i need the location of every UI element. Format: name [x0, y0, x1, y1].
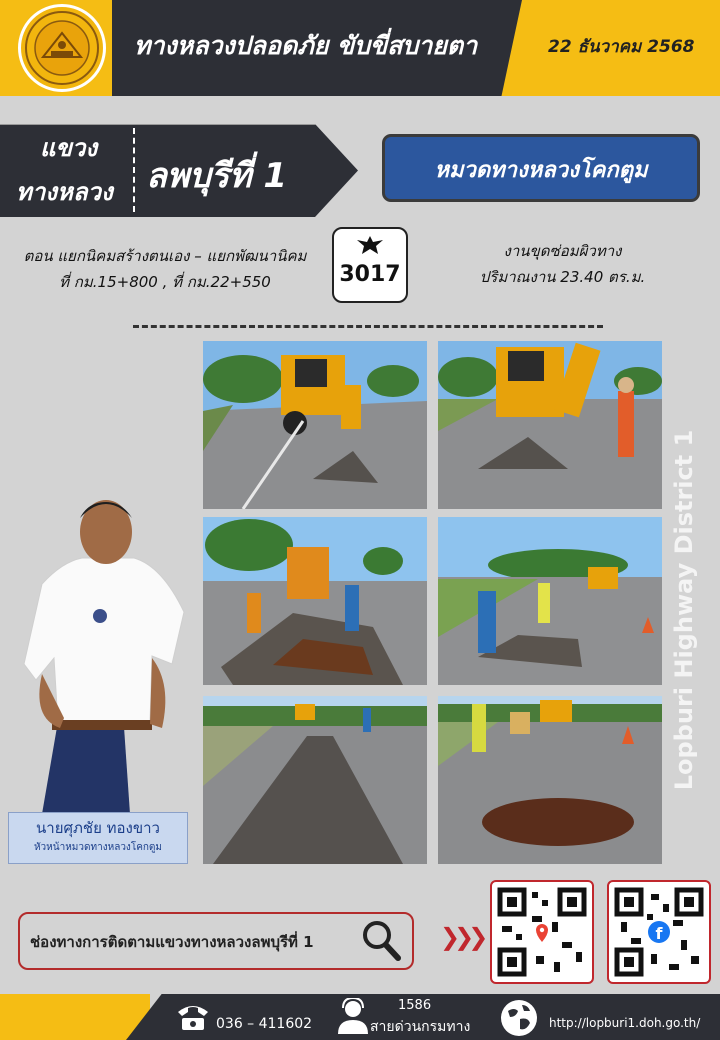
section-line1: ตอน แยกนิคมสร้างตนเอง – แยกพัฒนานิคม: [23, 247, 307, 265]
qr-facebook-icon[interactable]: [607, 880, 711, 984]
qr-map-icon[interactable]: [490, 880, 594, 984]
side-watermark-text: Lopburi Highway District 1: [670, 429, 698, 791]
route-number: 3017: [339, 262, 401, 287]
hotline-icon: [336, 998, 370, 1036]
district-label-line1: แขวง: [40, 134, 98, 162]
garuda-icon: [356, 234, 384, 256]
district-separator: [133, 128, 135, 212]
dashed-divider: [133, 325, 603, 328]
header-date: 22 ธันวาคม 2568: [548, 37, 695, 57]
supervisor-name: นายศุภชัย ทองขาว: [36, 819, 160, 837]
follow-channels-label: ช่องทางการติดตามแขวงทางหลวงลพบุรีที่ 1: [30, 933, 314, 951]
website-link[interactable]: http://lopburi1.doh.go.th/: [549, 1016, 701, 1030]
work-photo-2: [438, 341, 662, 509]
supervisor-photo: [22, 488, 192, 814]
section-info: [10, 243, 320, 295]
search-icon: [360, 918, 402, 962]
work-photo-4: [438, 517, 662, 685]
work-photo-6: [438, 696, 662, 864]
phone-number[interactable]: 036 – 411602: [216, 1016, 313, 1032]
svg-text:f: f: [655, 924, 663, 943]
emblem-logo: [18, 4, 106, 92]
work-photo-3: [203, 517, 427, 685]
globe-icon: [500, 999, 538, 1037]
work-photo-5: [203, 696, 427, 864]
hotline-label: สายด่วนกรมทาง: [370, 1019, 471, 1035]
side-watermark: [660, 410, 710, 810]
double-chevron-icon: ❯❯❯: [440, 923, 483, 951]
work-line2: ปริมาณงาน 23.40 ตร.ม.: [479, 268, 646, 286]
supervisor-position: หัวหน้าหมวดทางหลวงโคกตูม: [33, 842, 163, 853]
district-name: ลพบุรีที่ 1: [146, 156, 287, 196]
work-photo-1: [203, 341, 427, 509]
work-line1: งานขุดซ่อมผิวทาง: [503, 242, 622, 260]
header-title: ทางหลวงปลอดภัย ขับขี่สบายตา: [134, 31, 478, 60]
section-line2: ที่ กม.15+800 , ที่ กม.22+550: [59, 273, 271, 291]
work-info: [440, 238, 685, 290]
hotline-number[interactable]: 1586: [398, 998, 432, 1013]
phone-icon: [176, 1002, 210, 1032]
district-label-line2: ทางหลวง: [16, 178, 113, 206]
footer-band: [0, 994, 150, 1040]
unit-name: หมวดทางหลวงโคกตูม: [434, 158, 648, 183]
